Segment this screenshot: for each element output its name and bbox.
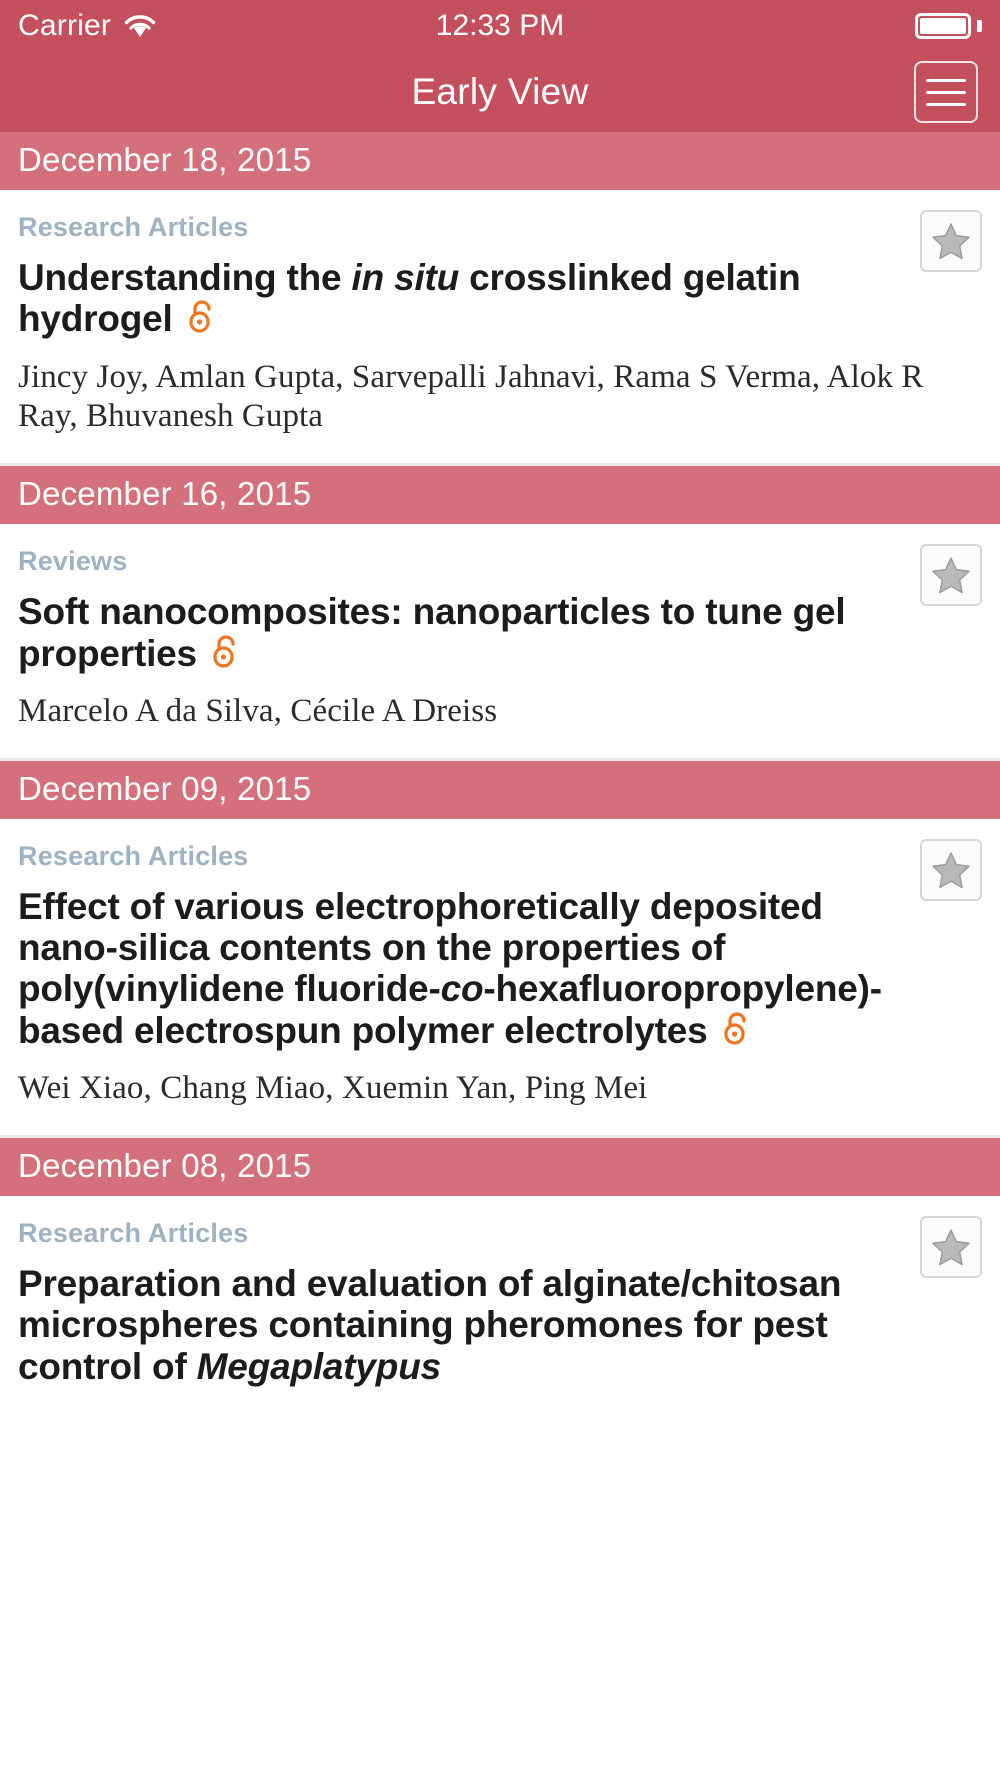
open-access-lock-icon xyxy=(724,1011,750,1053)
section-label: Research Articles xyxy=(18,840,249,871)
hamburger-menu-icon[interactable] xyxy=(914,61,978,123)
star-icon[interactable] xyxy=(920,544,982,606)
section-label: Research Articles xyxy=(18,212,249,242)
article-authors: Marcelo A da Silva, Cécile A Dreiss xyxy=(18,692,498,729)
date-header: December 08, 2015 xyxy=(0,1138,1000,1196)
page-title: Early View xyxy=(411,71,589,112)
article-title[interactable]: Effect of various electrophoretically deposited nano-silica contents on the properties of poly(vinylidene fluoride-co-hexafluoropropylene)-based electrospun polymer electrolytes xyxy=(18,886,982,1054)
article-list[interactable] xyxy=(0,132,1000,1429)
section-label: Research Articles xyxy=(18,1217,249,1248)
article-authors: Jincy Joy, Amlan Gupta, Sarvepalli Jahnavi, Rama S Verma, Alok R Ray, Bhuvanesh Gupta xyxy=(18,358,924,435)
article-title[interactable]: Understanding the in situ crosslinked gelatin hydrogel xyxy=(18,257,982,342)
article-authors: Wei Xiao, Chang Miao, Xuemin Yan, Ping Mei xyxy=(18,1070,648,1107)
article-title[interactable]: Soft nanocomposites: nanoparticles to tune gel properties xyxy=(18,591,982,676)
open-access-lock-icon xyxy=(189,299,215,341)
open-access-lock-icon xyxy=(213,634,239,676)
date-header: December 09, 2015 xyxy=(0,761,1000,819)
date-header: December 16, 2015 xyxy=(0,466,1000,524)
battery-full-icon xyxy=(915,13,971,39)
nav-bar xyxy=(0,52,1000,132)
list-item[interactable] xyxy=(0,190,1000,466)
date-header: December 18, 2015 xyxy=(0,132,1000,190)
list-item[interactable] xyxy=(0,1196,1000,1429)
list-item[interactable] xyxy=(0,524,1000,760)
star-icon[interactable] xyxy=(920,839,982,901)
star-icon[interactable] xyxy=(920,210,982,272)
list-item[interactable] xyxy=(0,819,1000,1138)
article-title[interactable]: Preparation and evaluation of alginate/chitosan microspheres containing pheromones for pest control of Megaplatypus xyxy=(18,1262,842,1387)
section-label: Reviews xyxy=(18,546,128,577)
star-icon[interactable] xyxy=(920,1216,982,1278)
status-bar xyxy=(0,0,1000,52)
carrier-label: Carrier xyxy=(18,9,112,42)
status-time: 12:33 PM xyxy=(435,9,565,42)
